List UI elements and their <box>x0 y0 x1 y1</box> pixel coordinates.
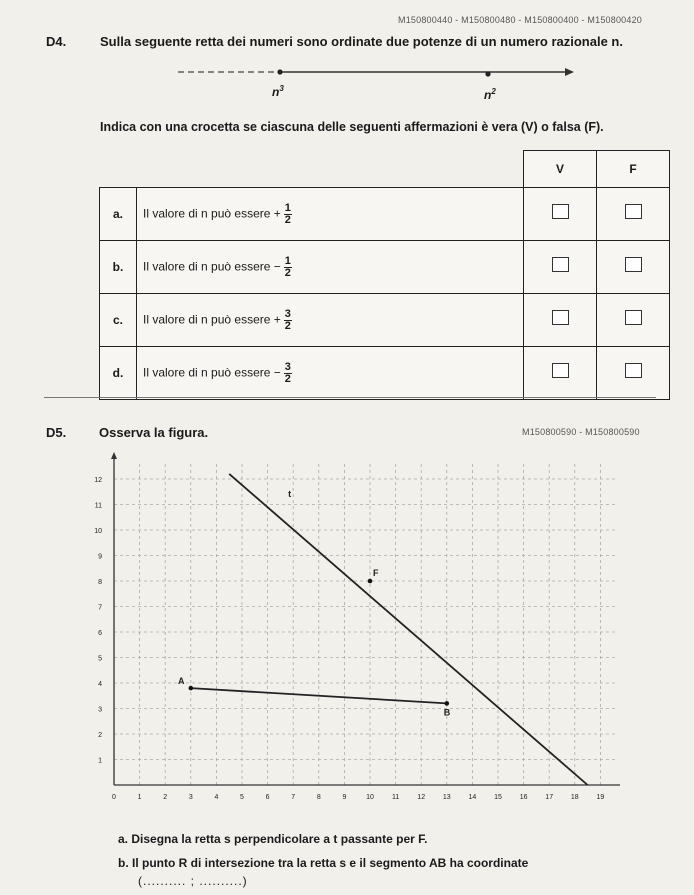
point-b-label: B <box>443 707 451 718</box>
y-tick-label: 12 <box>94 477 102 484</box>
checkbox-true-d[interactable] <box>552 363 569 378</box>
checkbox-false-a[interactable] <box>625 204 642 219</box>
question-text-d4: Sulla seguente retta dei numeri sono ordinate due potenze di un numero razionale n. <box>100 34 623 49</box>
line-t <box>229 474 587 785</box>
fraction: $\frac{1}{2}$ <box>284 254 291 279</box>
x-tick-label: 7 <box>291 794 296 801</box>
x-tick-label: 6 <box>265 794 270 801</box>
y-tick-label: 7 <box>98 604 102 612</box>
x-tick-label: 8 <box>316 794 321 801</box>
x-tick-label: 3 <box>188 794 193 801</box>
checkbox-true-a[interactable] <box>552 204 569 219</box>
item-a-text: a. Disegna la retta s perpendicolare a t passante per F. <box>118 832 428 846</box>
y-tick-label: 1 <box>98 757 102 765</box>
y-tick-label: 10 <box>94 528 102 535</box>
row-letter: d. <box>100 347 137 400</box>
x-tick-label: 18 <box>570 794 579 801</box>
y-tick-label: 4 <box>98 681 102 688</box>
n2-exponent: 2 <box>491 87 496 96</box>
row-letter: a. <box>100 188 137 241</box>
point-b <box>445 701 450 706</box>
x-tick-label: 1 <box>137 794 142 801</box>
label-n-cubed <box>272 84 284 99</box>
y-tick-label: 9 <box>98 553 102 561</box>
n3-base: n <box>272 85 280 99</box>
x-tick-label: 10 <box>366 794 374 801</box>
label-n-squared <box>484 87 496 102</box>
y-tick-label: 3 <box>98 706 102 714</box>
item-b-text: b. Il punto R di intersezione tra la retta s e il segmento AB ha coordinate <box>118 856 529 870</box>
x-tick-label: 12 <box>417 794 426 801</box>
checkbox-true-c[interactable] <box>552 310 569 325</box>
line-t-label: t <box>288 488 292 499</box>
y-tick-label: 11 <box>94 502 102 510</box>
n2-base: n <box>484 88 492 102</box>
n3-exponent: 3 <box>279 84 284 93</box>
item-codes-d5: M150800590 - M150800590 <box>522 427 640 437</box>
checkbox-false-b[interactable] <box>625 257 642 272</box>
point-a-label: A <box>178 676 185 687</box>
number-line <box>170 58 590 108</box>
row-letter: b. <box>100 241 137 294</box>
x-tick-label: 4 <box>214 794 219 801</box>
table-row <box>100 241 670 294</box>
x-tick-label: 16 <box>519 794 528 801</box>
table-row <box>100 294 670 347</box>
question-number-d4: D4. <box>46 34 67 49</box>
column-header-v: V <box>524 151 597 188</box>
y-tick-label: 8 <box>98 579 102 586</box>
segment-ab <box>191 688 447 703</box>
statement-text: Il valore di n può essere − $\frac{1}{2}$ <box>137 241 524 294</box>
statement-text: Il valore di n può essere + $\frac{1}{2}$ <box>137 188 524 241</box>
y-tick-label: 2 <box>98 732 102 739</box>
fraction: $\frac{1}{2}$ <box>284 201 291 226</box>
question-number-d5: D5. <box>46 425 67 440</box>
checkbox-true-b[interactable] <box>552 257 569 272</box>
x-tick-label: 2 <box>163 794 168 801</box>
checkbox-false-d[interactable] <box>625 363 642 378</box>
table-row <box>100 188 670 241</box>
y-tick-label: 6 <box>98 630 102 637</box>
y-tick-label: 5 <box>98 655 102 663</box>
true-false-table <box>99 150 670 400</box>
checkbox-false-c[interactable] <box>625 310 642 325</box>
statement-text: Il valore di n può essere + $\frac{3}{2}$ <box>137 294 524 347</box>
statement-text: Il valore di n può essere − $\frac{3}{2}$ <box>137 347 524 400</box>
x-tick-label: 0 <box>112 794 116 801</box>
answer-blank[interactable]: (.......... ; ..........) <box>138 874 248 888</box>
x-tick-label: 19 <box>596 794 605 801</box>
point-f <box>368 579 373 584</box>
x-tick-label: 14 <box>468 794 477 801</box>
fraction: $\frac{3}{2}$ <box>284 360 291 385</box>
fraction: $\frac{3}{2}$ <box>284 307 291 332</box>
x-tick-label: 15 <box>494 794 502 801</box>
x-tick-label: 17 <box>545 794 554 801</box>
point-f-label: F <box>373 568 379 578</box>
instruction-d4: Indica con una crocetta se ciascuna delle seguenti affermazioni è vera (V) o falsa (F). <box>100 120 604 134</box>
x-tick-label: 11 <box>391 794 400 801</box>
table-row <box>100 347 670 400</box>
coordinate-grid <box>80 450 620 835</box>
x-tick-label: 13 <box>442 794 451 801</box>
section-divider <box>44 397 656 398</box>
item-codes: M150800440 - M150800480 - M150800400 - M150800420 <box>398 15 642 25</box>
row-letter: c. <box>100 294 137 347</box>
x-tick-label: 9 <box>342 794 347 801</box>
x-tick-label: 5 <box>240 794 244 801</box>
column-header-f: F <box>597 151 670 188</box>
y-axis-arrow <box>111 452 117 459</box>
question-text-d5: Osserva la figura. <box>99 425 209 440</box>
point-a <box>189 686 194 691</box>
